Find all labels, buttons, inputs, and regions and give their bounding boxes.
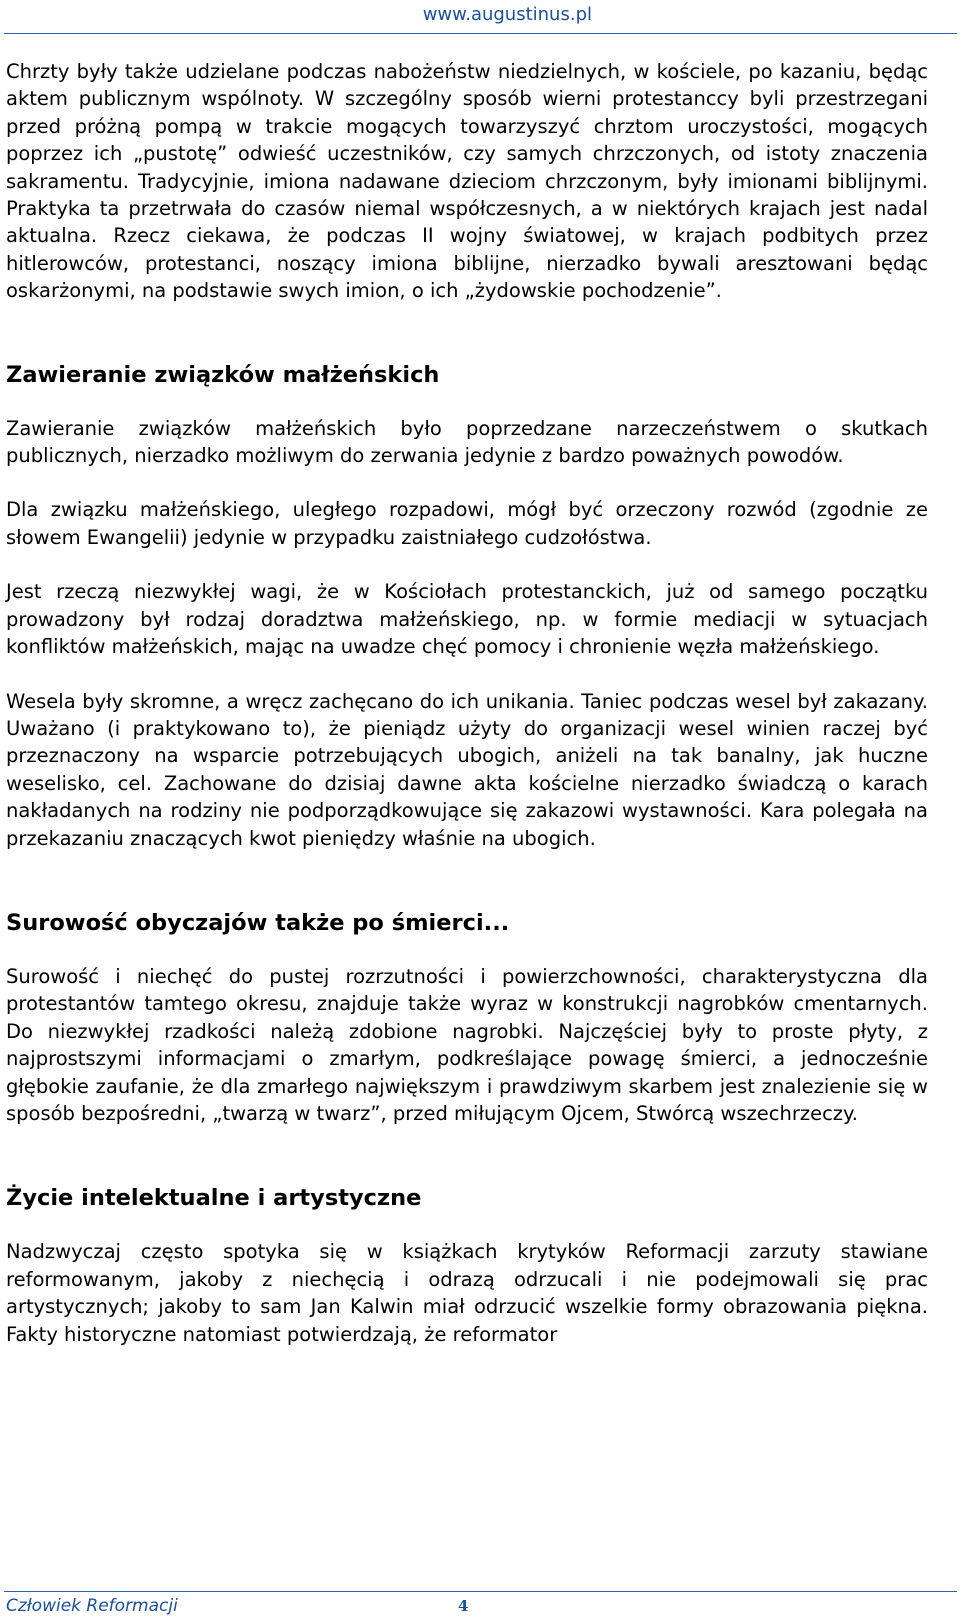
paragraph: Zawieranie związków małżeńskich było poprzedzane narzeczeństwem o skutkach publicznych, nierzadko możliwym do zerwania jedynie z bardzo poważnych powodów.: [6, 416, 928, 468]
paragraph: Jest rzeczą niezwykłej wagi, że w Kościołach protestanckich, już od samego początku prowadzony był rodzaj doradztwa małżeńskiego, np. w formie mediacji w sytuacjach konfliktów małżeńskich, mając na uwadze chęć pomocy i chronienie węzła małżeńskiego.: [6, 580, 928, 659]
paragraph: Wesela były skromne, a wręcz zachęcano do ich unikania. Taniec podczas wesel był zakazany. Uważano (i praktykowano to), że pieniądz użyty do organizacji wesel winien raczej być przeznaczony na wsparcie potrzebujących ubogich, aniżeli na tak banalny, jak huczne weselisko, cel. Zachowane do dzisiaj dawne akta kościelne nierzadko świadczą o karach nakładanych na rodziny nie podporządkowujące się zakazowi wystawności. Kara polegała na przekazaniu znaczących kwot pieniędzy właśnie na ubogich.: [6, 689, 928, 850]
header-url[interactable]: www.augustinus.pl: [422, 4, 592, 25]
footer-divider: [4, 1591, 957, 1592]
paragraph: Chrzty były także udzielane podczas nabożeństw niedzielnych, w kościele, po kazaniu, będąc aktem publicznym wspólnoty. W szczególny sposób wierni protestanccy byli przestrzegani przed próżną pompą w trakcie mogących towarzyszyć chrztom uroczystości, mogących poprzez ich „pustotę” odwieść uczestników, czy samych chrzczonych, od istoty znaczenia sakramentu. Tradycyjnie, imiona nadawane dzieciom chrzczonym, były imionami biblijnymi. Praktyka ta przetrwała do czasów niemal współczesnych, a w niektórych krajach jest nadal aktualna. Rzecz ciekawa, że podczas II wojny światowej, w krajach podbitych przez hitlerowców, protestanci, noszący imiona biblijne, nierzadko bywali aresztowani będąc oskarżonymi, na podstawie swych imion, o ich „żydowskie pochodzenie”.: [6, 60, 928, 303]
section-heading: Życie intelektualne i artystyczne: [6, 1185, 422, 1212]
section-heading: Surowość obyczajów także po śmierci...: [6, 909, 510, 936]
page-number: 4: [458, 1597, 469, 1615]
footer-title: Człowiek Reformacji: [6, 1596, 178, 1616]
paragraph: Surowość i niechęć do pustej rozrzutności i powierzchowności, charakterystyczna dla protestantów tamtego okresu, znajduje także wyraz w konstrukcji nagrobków cmentarnych. Do niezwykłej rzadkości należą zdobione nagrobki. Najczęściej były to proste płyty, z najprostszymi informacjami o zmarłym, podkreślające powagę śmierci, a jednocześnie głębokie zaufanie, że dla zmarłego największym i prawdziwym skarbem jest znalezienie się w sposób bezpośredni, „twarzą w twarz”, przed miłującym Ojcem, Stwórcą wszechrzeczy.: [6, 964, 928, 1125]
header-divider: [4, 33, 957, 34]
paragraph: Dla związku małżeńskiego, uległego rozpadowi, mógł być orzeczony rozwód (zgodnie ze słowem Ewangelii) jedynie w przypadku zaistniałego cudzołóstwa.: [6, 498, 928, 549]
paragraph: Nadzwyczaj często spotyka się w książkach krytyków Reformacji zarzuty stawiane reformowanym, jakoby z niechęcią i odrazą odrzucali i nie podejmowali się prac artystycznych; jakoby to sam Jan Kalwin miał odrzucić wszelkie formy obrazowania piękna. Fakty historyczne natomiast potwierdzają, że reformator: [6, 1240, 928, 1346]
page-content: [6, 58, 928, 1348]
section-heading: Zawieranie związków małżeńskich: [6, 361, 440, 388]
